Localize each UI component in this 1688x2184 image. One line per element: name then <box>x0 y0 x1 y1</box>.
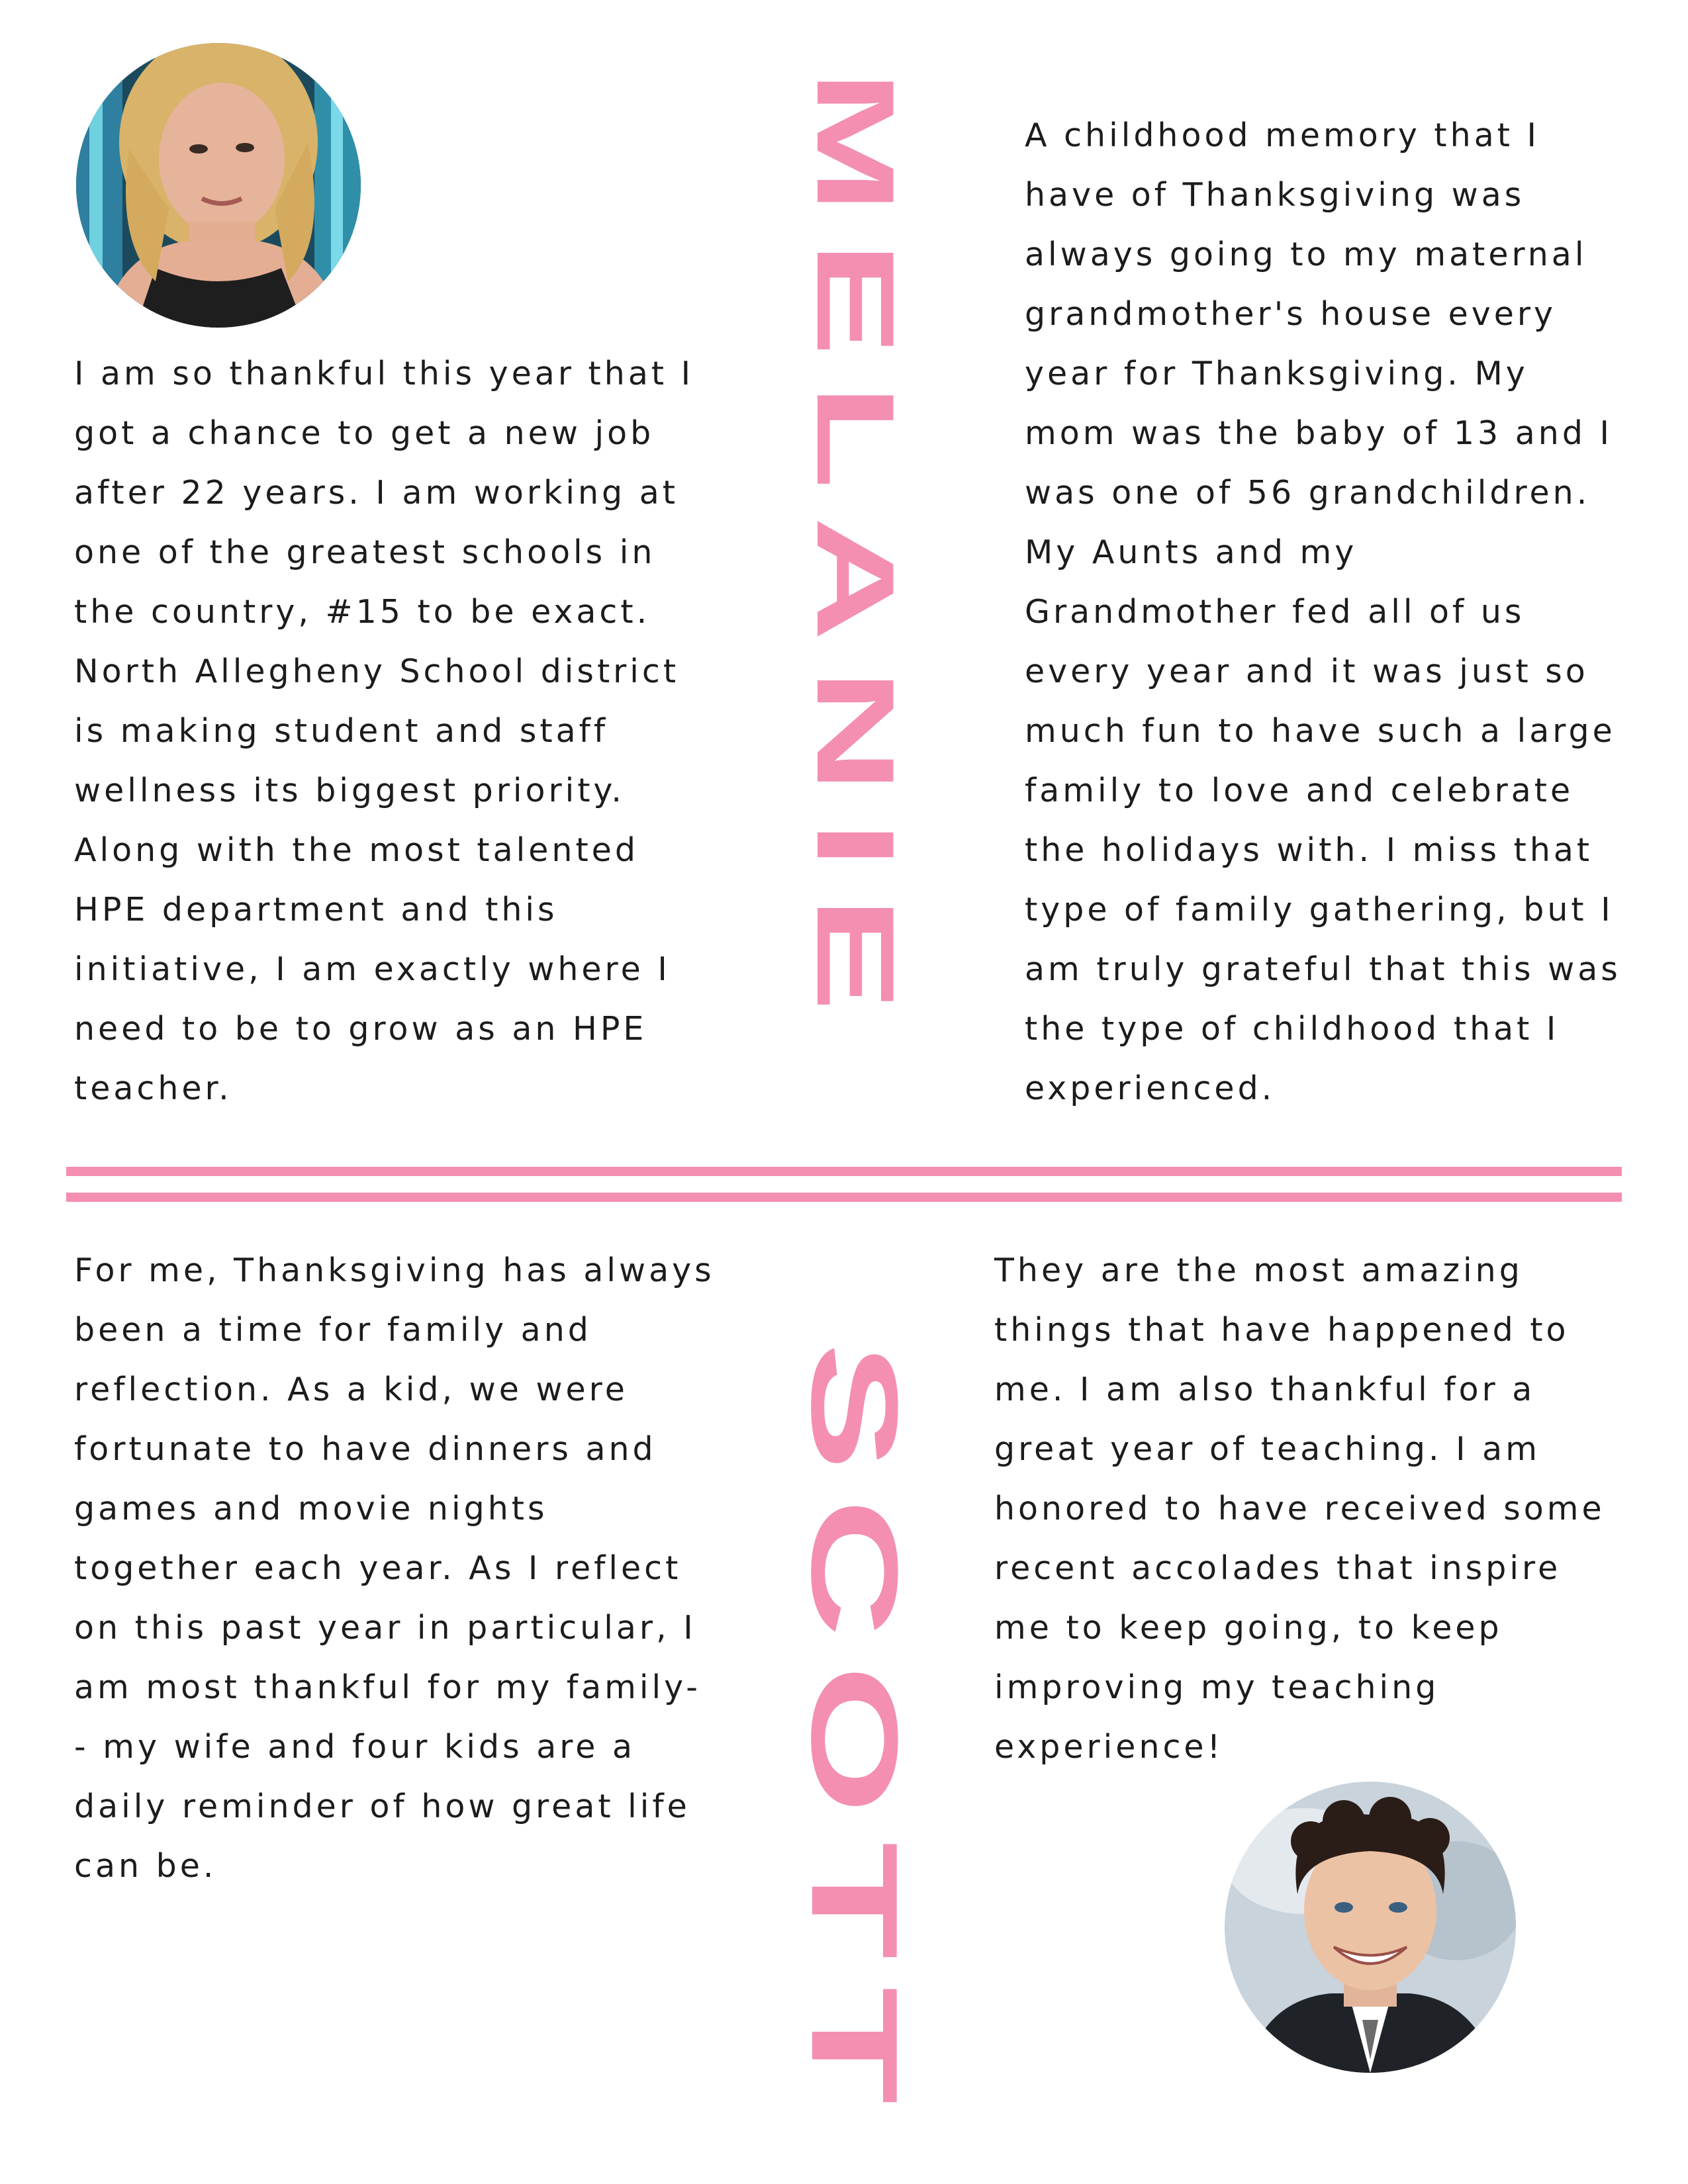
melanie-photo <box>76 43 361 328</box>
woman-portrait-icon <box>76 43 361 328</box>
melanie-name-heading: MELANIE <box>794 70 917 1039</box>
melanie-memory-paragraph: A childhood memory that I have of Thanksgiving was always going to my maternal grandmother's house every year for Thanksgiving. My mom was the baby of 13 and I was one of 56 grandchildren. My Aunts and my Grandmother fed all of us every year and it was just so much fun to have such a large family to love and celebrate the holidays with. I miss that type of family gathering, but I am truly grateful that this was the type of childhood that I experienced. <box>1025 116 1621 1107</box>
scott-name-heading: SCOTT <box>786 1342 923 2132</box>
man-portrait-icon <box>1225 1782 1516 2073</box>
section-divider-bottom <box>66 1193 1622 1202</box>
section-divider-top <box>66 1167 1622 1176</box>
scott-left-paragraph: For me, Thanksgiving has always been a time for family and reflection. As a kid, we were fortunate to have dinners and games and movie nights together each year. As I reflect on this past year in particular, I am most thankful for my family- - my wife and four kids are a daily reminder of how great life can be. <box>74 1251 715 1885</box>
melanie-thankful-paragraph: I am so thankful this year that I got a chance to get a new job after 22 years. I am working at one of the greatest schools in the country, #15 to be exact. North Allegheny School district is making student and staff wellness its biggest priority. Along with the most talented HPE department and this initiative, I am exactly where I need to be to grow as an HPE teacher. <box>74 355 694 1107</box>
scott-photo <box>1225 1782 1516 2073</box>
scott-right-paragraph: They are the most amazing things that have happened to me. I am also thankful for a great year of teaching. I am honored to have received some recent accolades that inspire me to keep going, to keep improving my teaching experience! <box>994 1251 1605 1766</box>
